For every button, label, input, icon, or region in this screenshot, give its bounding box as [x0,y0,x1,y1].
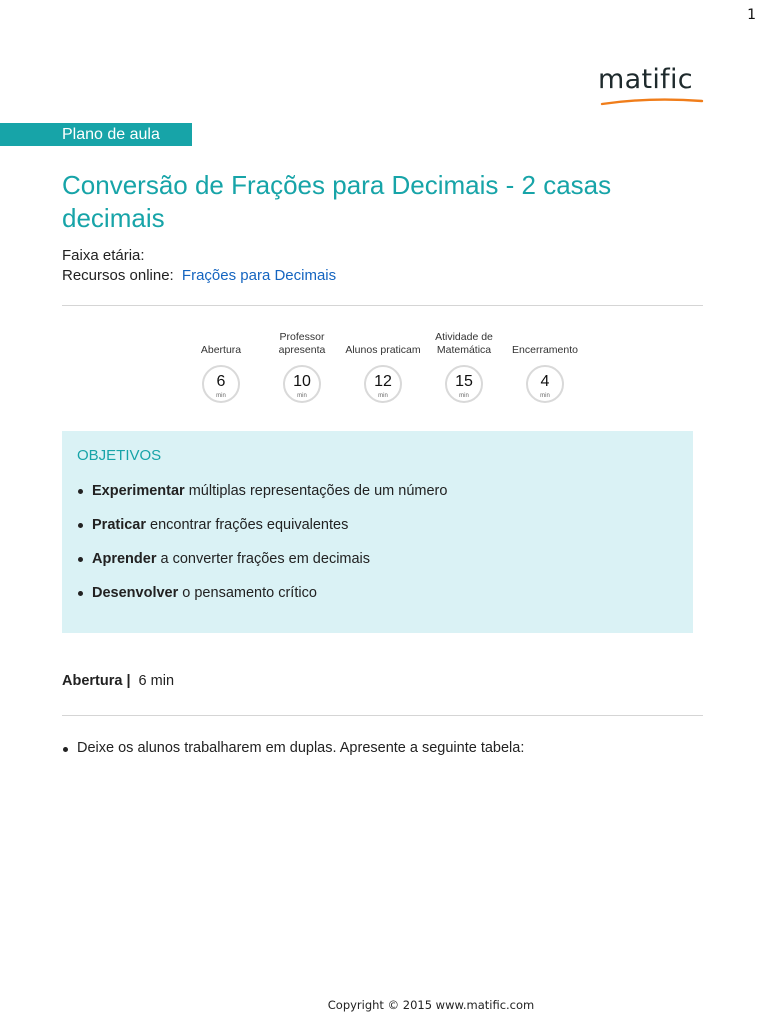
section-duration: 6 min [138,673,175,689]
step-minutes: 10 [293,373,311,390]
objective-text: o pensamento crítico [178,585,317,601]
step-unit: min [540,393,550,399]
objective-text: encontrar frações equivalentes [146,517,349,533]
divider [62,715,703,716]
online-resources [62,267,336,284]
objective-item [77,550,447,584]
lesson-plan-banner: Plano de aula [0,123,192,146]
timeline-step-students [342,327,424,403]
objective-text: múltiplas representações de um número [184,483,448,499]
footer-copyright: Copyright © 2015 www.matific.com [327,998,535,1012]
objective-item [77,584,447,618]
step-unit: min [459,393,469,399]
objectives-box [62,431,693,633]
online-resources-label: Recursos online: [62,267,174,284]
step-label: Abertura [200,344,242,356]
timeline-step-activity [423,327,505,403]
objective-text: a converter frações em decimais [156,551,371,567]
objective-item [77,482,447,516]
instruction-item: Deixe os alunos trabalharem em duplas. Apresente a seguinte tabela: [62,740,524,756]
duration-circle [202,365,240,403]
objective-verb: Desenvolver [92,585,179,601]
step-unit: min [216,393,226,399]
duration-circle [526,365,564,403]
step-unit: min [297,393,307,399]
objective-verb: Praticar [92,517,147,533]
age-range-label: Faixa etária: [62,247,145,264]
section-heading [62,673,174,689]
timeline-step-opening [180,327,262,403]
objective-verb: Experimentar [92,483,185,499]
objective-item [77,516,447,550]
logo-swoosh-icon [600,94,704,108]
matific-logo [598,66,706,112]
step-minutes: 15 [455,373,473,390]
page-number: 1 [747,7,756,23]
step-label: Atividade de Matemática [435,331,493,356]
resource-link[interactable]: Frações para Decimais [181,267,337,284]
duration-circle [364,365,402,403]
step-label: Professor apresenta [278,331,326,356]
timeline-step-closing [504,327,586,403]
step-label: Alunos praticam [345,344,421,356]
objective-verb: Aprender [92,551,157,567]
objectives-list [77,482,447,618]
timeline-step-teacher [261,327,343,403]
duration-circle [445,365,483,403]
page-title: Conversão de Frações para Decimais - 2 casas decimais [62,170,612,233]
step-minutes: 12 [374,373,392,390]
objectives-heading: OBJETIVOS [77,447,162,464]
section-title: Abertura | [62,673,131,689]
step-minutes: 4 [540,373,550,390]
duration-circle [283,365,321,403]
step-unit: min [378,393,388,399]
divider [62,305,703,306]
step-label: Encerramento [512,344,578,356]
lesson-timeline [180,327,600,409]
step-minutes: 6 [216,373,226,390]
logo-text: matific [598,64,693,95]
